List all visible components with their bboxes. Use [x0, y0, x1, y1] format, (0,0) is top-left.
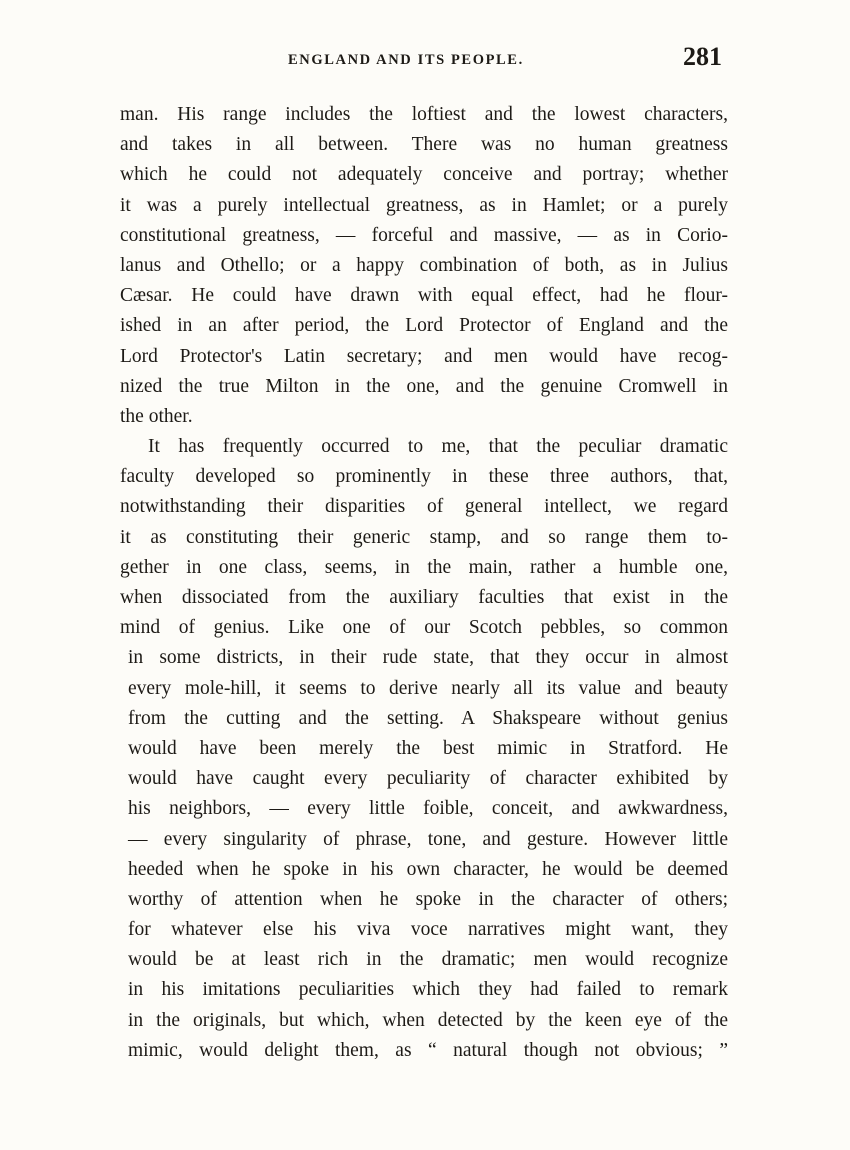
text-line: would be at least rich in the dramatic; men would recognize: [128, 949, 728, 971]
text-line: which he could not adequately conceive and portray; whether: [120, 164, 728, 186]
text-line: would have been merely the best mimic in Stratford. He: [128, 737, 728, 759]
text-line: notwithstanding their disparities of general intellect, we regard: [120, 496, 728, 518]
paragraph: [120, 432, 728, 1066]
text-line: Lord Protector's Latin secretary; and men would have recog-: [120, 345, 728, 367]
text-line: gether in one class, seems, in the main, rather a humble one,: [120, 556, 728, 578]
running-head: [120, 42, 730, 78]
text-line: It has frequently occurred to me, that the peculiar dramatic: [148, 436, 728, 458]
text-line: and takes in all between. There was no human greatness: [120, 134, 728, 156]
page-number: 281: [683, 42, 722, 71]
text-line: lanus and Othello; or a happy combination of both, as in Julius: [120, 254, 728, 276]
text-line: for whatever else his viva voce narratives might want, they: [128, 919, 728, 941]
running-head-title: ENGLAND AND ITS PEOPLE.: [288, 52, 524, 68]
text-line: it was a purely intellectual greatness, as in Hamlet; or a purely: [120, 194, 728, 216]
text-line: would have caught every peculiarity of character exhibited by: [128, 768, 728, 790]
text-line: when dissociated from the auxiliary faculties that exist in the: [120, 587, 728, 608]
text-line: in his imitations peculiarities which they had failed to remark: [128, 979, 728, 1001]
text-line: faculty developed so prominently in these three authors, that,: [120, 466, 728, 488]
text-line: worthy of attention when he spoke in the character of others;: [128, 888, 728, 910]
text-line: his neighbors, — every little foible, conceit, and awkwardness,: [128, 798, 728, 820]
text-line: man. His range includes the loftiest and the lowest characters,: [120, 104, 728, 125]
text-line: the other.: [120, 405, 193, 427]
text-line: from the cutting and the setting. A Shakspeare without genius: [128, 707, 728, 729]
text-line: it as constituting their generic stamp, and so range them to-: [120, 526, 728, 548]
text-line: ished in an after period, the Lord Protector of England and the: [120, 315, 728, 337]
paragraph: [120, 100, 728, 432]
text-line: constitutional greatness, — forceful and massive, — as in Corio-: [120, 224, 728, 246]
text-line: Cæsar. He could have drawn with equal effect, had he flour-: [120, 285, 728, 307]
text-line: — every singularity of phrase, tone, and gesture. However little: [128, 828, 728, 850]
body-text: [120, 100, 728, 1066]
text-line: in some districts, in their rude state, that they occur in almost: [128, 647, 728, 669]
text-line: mind of genius. Like one of our Scotch pebbles, so common: [120, 617, 728, 639]
text-line: every mole-hill, it seems to derive nearly all its value and beauty: [128, 677, 728, 699]
text-line: heeded when he spoke in his own character, he would be deemed: [128, 858, 728, 880]
text-line: nized the true Milton in the one, and the genuine Cromwell in: [120, 375, 728, 397]
text-line: mimic, would delight them, as “ natural though not obvious; ”: [128, 1039, 728, 1061]
text-line: in the originals, but which, when detected by the keen eye of the: [128, 1009, 728, 1031]
